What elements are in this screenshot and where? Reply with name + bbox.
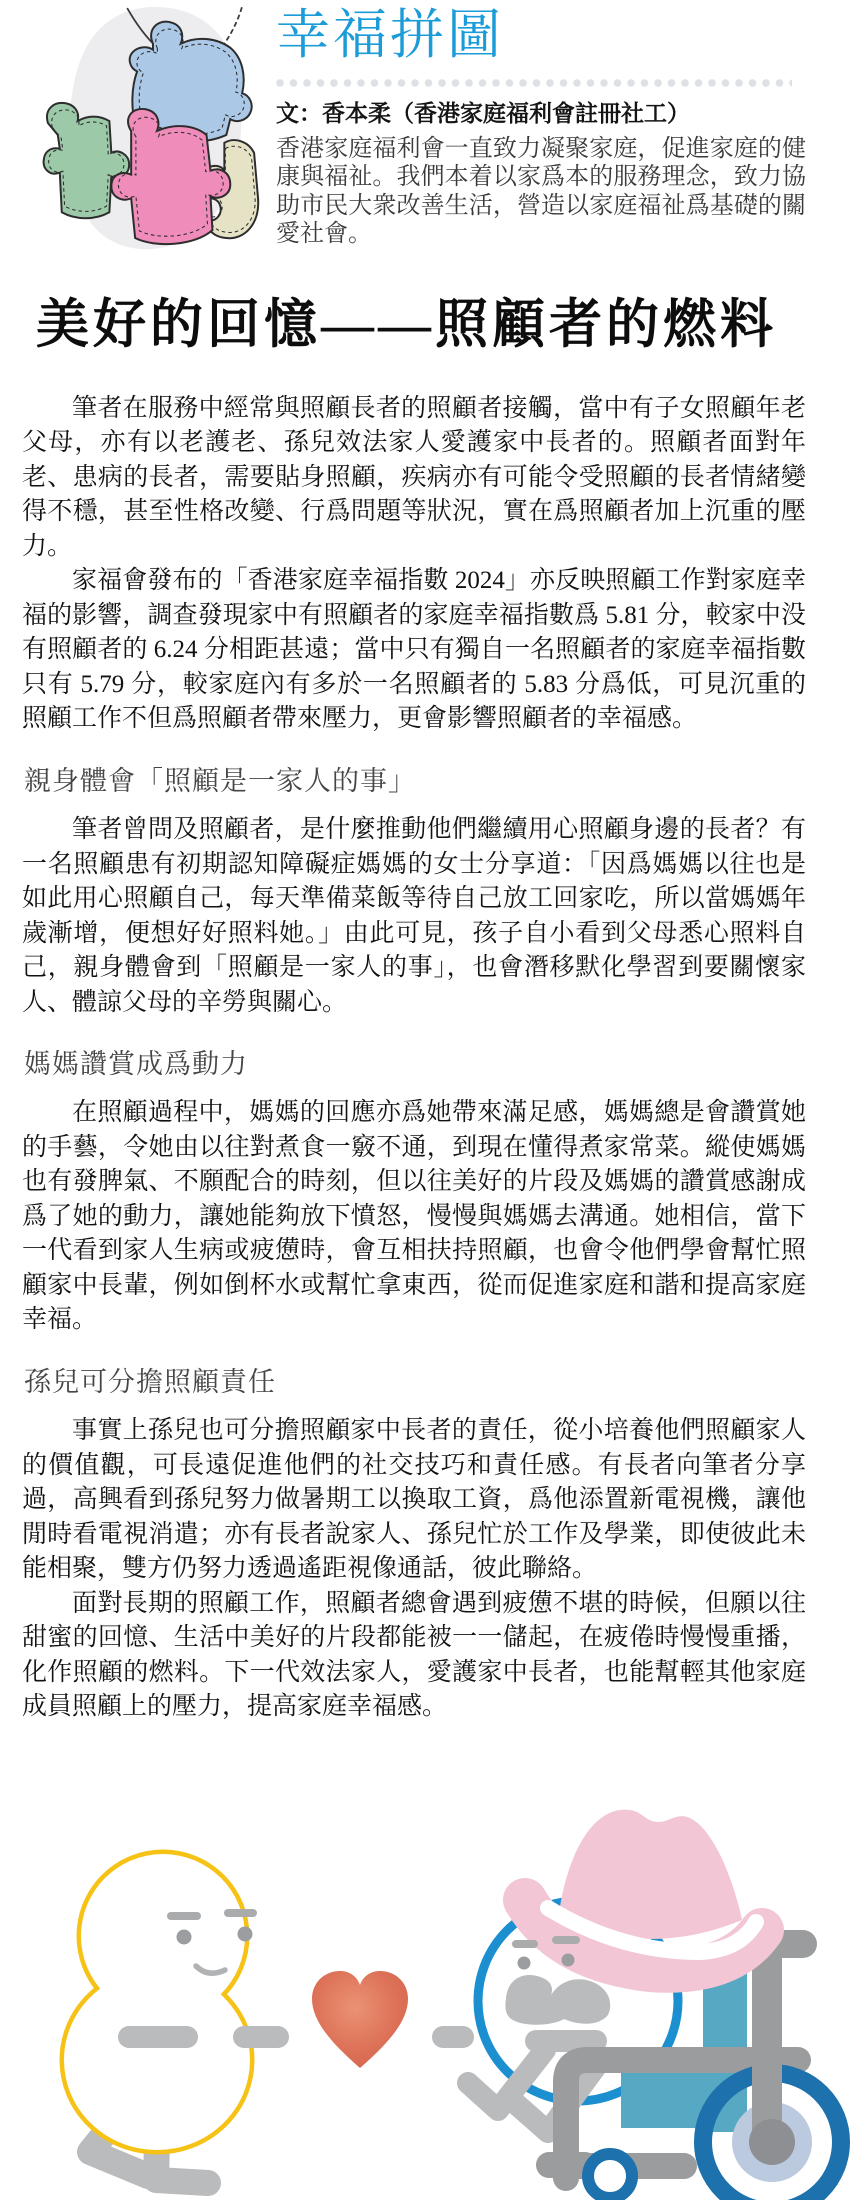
jigsaw-puzzle-illustration xyxy=(36,4,264,252)
headline: 美好的回憶——照顧者的燃料 xyxy=(36,296,777,354)
caregiver-figure xyxy=(64,1854,289,2183)
elder-hand xyxy=(432,2026,474,2048)
elder-figure xyxy=(468,1810,841,2200)
wheelchair-front-wheel xyxy=(588,2154,632,2198)
section-3-paragraph-2: 面對長期的照顧工作，照顧者總會遇到疲憊不堪的時候，但願以往甜蜜的回憶、生活中美好的片段都能被一一儲起，在疲倦時慢慢重播，化作照顧的燃料。下一代效法家人，愛護家中長者，也能幫輕其他家庭成員照顧上的壓力，提高家庭幸福感。 xyxy=(22,1589,806,1721)
section-3-paragraph-1: 事實上孫兒也可分擔照顧家中長者的責任，從小培養他們照顧家人的價值觀，可長遠促進他們的社交技巧和責任感。有長者向筆者分享過，高興看到孫兒努力做暑期工以換取工資，爲他添置新電視機，讓他閒時看電視消遣；亦有長者說家人、孫兒忙於工作及學業，即使彼此未能相聚，雙方仍努力透過遙距視像通話，彼此聯絡。 xyxy=(22,1417,806,1583)
lead-paragraph-1: 筆者在服務中經常與照顧長者的照顧者接觸，當中有子女照顧年老父母，亦有以老護老、孫兒效法家人愛護家中長者的。照顧者面對年老、患病的長者，需要貼身照顧，疾病亦有可能令受照顧的長者情緒變得不穩，甚至性格改變、行爲問題等狀況，實在爲照顧者加上沉重的壓力。 xyxy=(22,394,806,560)
masthead xyxy=(0,0,854,252)
heart-icon xyxy=(312,1971,408,2068)
byline: 文：香本柔（香港家庭福利會註冊社工） xyxy=(276,101,690,127)
section-heading-2: 媽媽讚賞成爲動力 xyxy=(24,1049,248,1080)
footer-illustration xyxy=(0,1780,854,2200)
section-heading-3: 孫兒可分擔照顧責任 xyxy=(24,1366,276,1397)
dotted-separator xyxy=(276,79,792,87)
intro-text: 香港家庭福利會一直致力凝聚家庭，促進家庭的健康與福祉。我們本着以家爲本的服務理念，致力協助市民大衆改善生活，營造以家庭福祉爲基礎的關愛社會。 xyxy=(276,134,806,248)
article-body xyxy=(0,252,854,1725)
lead-paragraph-2: 家福會發布的「香港家庭幸福指數 2024」亦反映照顧工作對家庭幸福的影響，調查發現家中有照顧者的家庭幸福指數爲 5.81 分，較家中没有照顧者的 6.24 分相距甚遠；當中只有獨自一名照顧者的家庭幸福指數只有 5.79 分，較家庭內有多於一名照顧者的 5.83 分爲低，可見沉重的照顧工作不但爲照顧者帶來壓力，更會影響照顧者的幸福感。 xyxy=(22,567,806,733)
section-2-paragraph: 在照顧過程中，媽媽的回應亦爲她帶來滿足感，媽媽總是會讚賞她的手藝，令她由以往對煮食一竅不通，到現在懂得煮家常菜。縱使媽媽也有發脾氣、不願配合的時刻，但以往美好的片段及媽媽的讚賞感謝成爲了她的動力，讓她能夠放下憤怒，慢慢與媽媽去溝通。她相信，當下一代看到家人生病或疲憊時，會互相扶持照顧，也會令他們學會幫忙照顧家中長輩，例如倒杯水或幫忙拿東西，從而促進家庭和諧和提高家庭幸福。 xyxy=(22,1099,806,1334)
pink-hat-icon xyxy=(525,1810,762,1971)
section-heading-1: 親身體會「照顧是一家人的事」 xyxy=(24,765,416,796)
section-1-paragraph: 筆者曾問及照顧者，是什麼推動他們繼續用心照顧身邊的長者？有一名照顧患有初期認知障礙症媽媽的女士分享道：「因爲媽媽以往也是如此用心照顧自己，每天準備菜飯等待自己放工回家吃，所以當媽媽年歲漸增，便想好好照料她。」由此可見，孩子自小看到父母悉心照料自己，親身體會到「照顧是一家人的事」，也會潛移默化學習到要關懷家人、體諒父母的辛勞與關心。 xyxy=(22,816,806,1016)
column-title: 幸福拼圖 xyxy=(276,5,504,65)
